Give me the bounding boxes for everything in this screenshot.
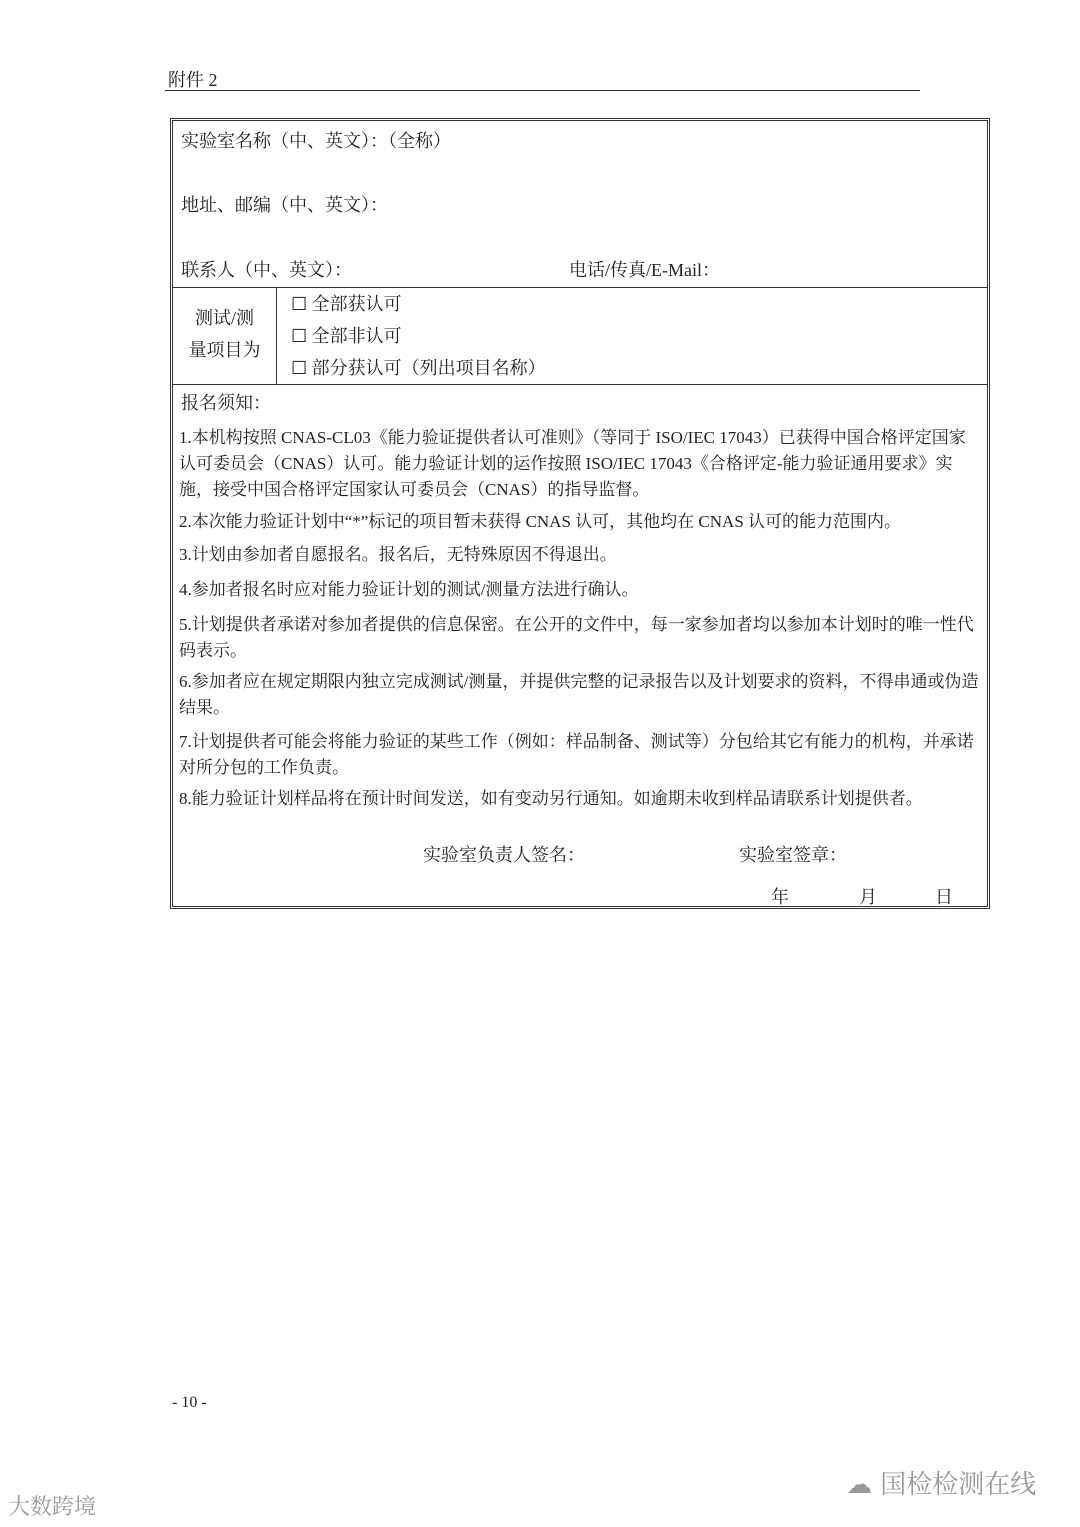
notice-item: 3.计划由参加者自愿报名。报名后，无特殊原因不得退出。 <box>179 545 617 564</box>
scope-label-line: 量项目为 <box>188 340 261 360</box>
address-field: 地址、邮编（中、英文）： <box>181 195 388 215</box>
scope-label <box>173 288 277 384</box>
checkbox-all-accredited[interactable]: ☐ 全部获认可 <box>291 294 402 314</box>
notice-item: 4.参加者报名时应对能力验证计划的测试/测量方法进行确认。 <box>179 580 639 599</box>
watermark-right-text: 国检检测在线 <box>880 1470 1037 1500</box>
watermark-right <box>846 1464 1036 1501</box>
notice-item: 6.参加者应在规定期限内独立完成测试/测量，并提供完整的记录报告以及计划要求的资料，不得串通或伪造结果。 <box>179 672 979 717</box>
date-day: 日 <box>935 887 953 907</box>
date-month: 月 <box>859 887 877 907</box>
notice-item: 5.计划提供者承诺对参加者提供的信息保密。在公开的文件中，每一家参加者均以参加本计划时的唯一性代码表示。 <box>179 615 974 660</box>
contact-field: 联系人（中、英文）： <box>181 260 352 280</box>
header-rule <box>165 90 920 91</box>
wechat-icon: ☁ <box>846 1470 881 1500</box>
checkbox-all-non-accredited[interactable]: ☐ 全部非认可 <box>291 326 402 346</box>
notice-item: 8.能力验证计划样品将在预计时间发送，如有变动另行通知。如逾期未收到样品请联系计划提供者。 <box>179 789 923 808</box>
attachment-header: 附件 2 <box>168 70 218 90</box>
watermark-left: 大数跨境 <box>8 1495 97 1520</box>
phone-field: 电话/传真/E-Mail： <box>569 260 720 280</box>
lab-info-section <box>173 121 987 288</box>
registration-form <box>170 118 990 909</box>
checkbox-partially-accredited[interactable]: ☐ 部分获认可（列出项目名称） <box>291 358 546 378</box>
scope-label-line: 测试/测 <box>194 308 254 328</box>
lab-seal: 实验室签章： <box>739 845 847 865</box>
notice-item: 2.本次能力验证计划中“*”标记的项目暂未获得 CNAS 认可，其他均在 CNAS 认可的能力范围内。 <box>179 512 902 531</box>
lab-head-signature: 实验室负责人签名： <box>423 845 585 865</box>
date-year: 年 <box>771 887 789 907</box>
scope-section <box>173 288 987 385</box>
notice-title: 报名须知： <box>181 393 271 413</box>
notice-item: 1.本机构按照 CNAS-CL03《能力验证提供者认可准则》（等同于 ISO/IEC 17043）已获得中国合格评定国家认可委员会（CNAS）认可。能力验证计划的运作按照 ISO/IEC 17043《合格评定-能力验证通用要求》实施，接受中国合格评定国家认可委员会（CNAS）的指导监督。 <box>179 428 966 499</box>
lab-name-field: 实验室名称（中、英文）：（全称） <box>181 131 451 151</box>
notice-item: 7.计划提供者可能会将能力验证的某些工作（例如：样品制备、测试等）分包给其它有能力的机构，并承诺对所分包的工作负责。 <box>179 732 974 777</box>
page-number: - 10 - <box>172 1394 207 1411</box>
